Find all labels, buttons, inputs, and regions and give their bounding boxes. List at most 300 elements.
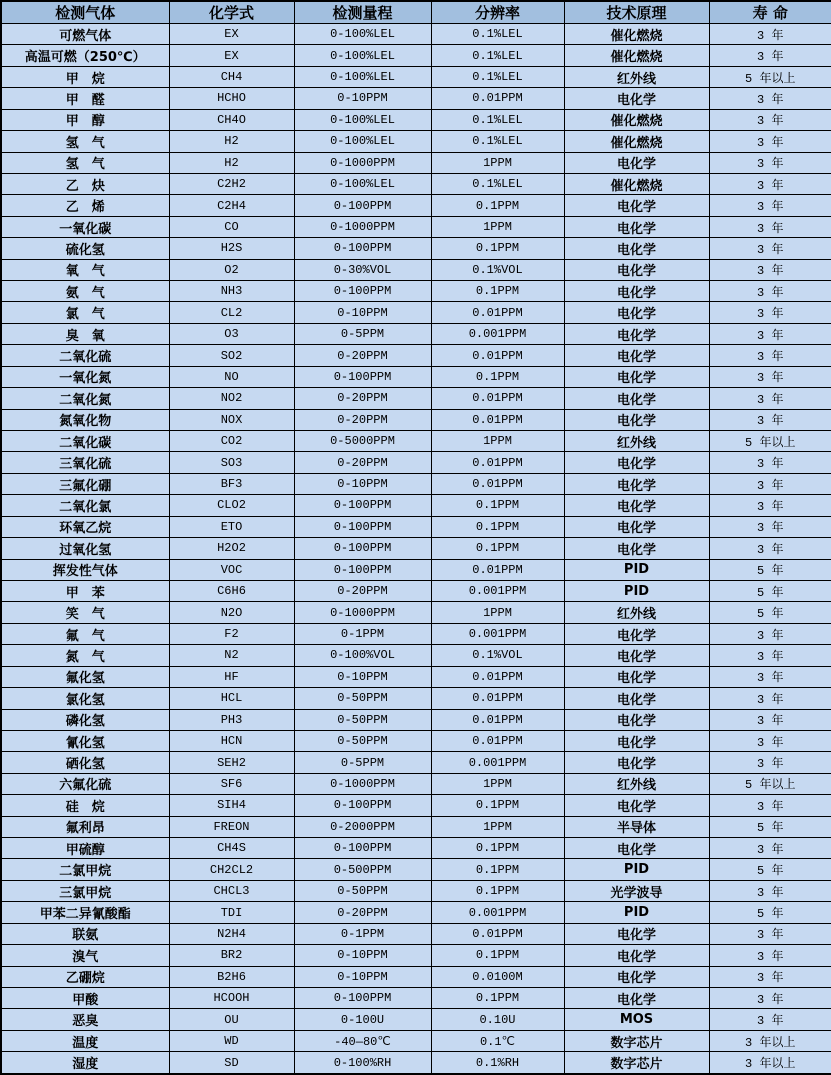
lifespan-cell: 3 年 (709, 666, 831, 687)
formula-cell: ETO (169, 516, 294, 537)
formula-cell: HCN (169, 730, 294, 751)
formula-cell: O3 (169, 323, 294, 344)
lifespan-cell: 3 年以上 (709, 1052, 831, 1074)
resolution-cell: 0.1PPM (431, 838, 564, 859)
lifespan-cell: 3 年 (709, 1009, 831, 1030)
lifespan-cell: 3 年 (709, 838, 831, 859)
table-row (1, 730, 831, 751)
resolution-cell: 1PPM (431, 816, 564, 837)
formula-cell: SF6 (169, 773, 294, 794)
principle-cell: 电化学 (564, 281, 709, 302)
lifespan-cell: 3 年 (709, 473, 831, 494)
principle-cell: 电化学 (564, 409, 709, 430)
formula-cell: N2H4 (169, 923, 294, 944)
gas-name-cell: 二氧化氮 (1, 388, 169, 409)
resolution-cell: 0.01PPM (431, 473, 564, 494)
range-cell: 0-10PPM (294, 966, 431, 987)
resolution-cell: 0.01PPM (431, 666, 564, 687)
table-row (1, 773, 831, 794)
lifespan-cell: 3 年 (709, 966, 831, 987)
resolution-cell: 0.1%VOL (431, 645, 564, 666)
range-cell: 0-50PPM (294, 880, 431, 901)
gas-name-cell: 环氧乙烷 (1, 516, 169, 537)
table-row (1, 131, 831, 152)
principle-cell: 电化学 (564, 345, 709, 366)
resolution-cell: 0.01PPM (431, 409, 564, 430)
range-cell: 0-100%LEL (294, 173, 431, 194)
principle-cell: 红外线 (564, 431, 709, 452)
lifespan-cell: 3 年 (709, 238, 831, 259)
table-row (1, 24, 831, 45)
formula-cell: CO (169, 216, 294, 237)
table-row (1, 431, 831, 452)
formula-cell: CL2 (169, 302, 294, 323)
table-row (1, 580, 831, 601)
resolution-cell: 0.001PPM (431, 752, 564, 773)
table-row (1, 473, 831, 494)
principle-cell: 电化学 (564, 302, 709, 323)
lifespan-cell: 3 年 (709, 730, 831, 751)
lifespan-cell: 3 年 (709, 623, 831, 644)
range-cell: 0-500PPM (294, 859, 431, 880)
table-row (1, 795, 831, 816)
principle-cell: 电化学 (564, 688, 709, 709)
gas-name-cell: 甲 醇 (1, 109, 169, 130)
principle-cell: 催化燃烧 (564, 173, 709, 194)
gas-name-cell: 联氨 (1, 923, 169, 944)
range-cell: 0-100%LEL (294, 131, 431, 152)
formula-cell: HCOOH (169, 987, 294, 1008)
gas-name-cell: 氮 气 (1, 645, 169, 666)
formula-cell: NOX (169, 409, 294, 430)
lifespan-cell: 3 年 (709, 345, 831, 366)
resolution-cell: 0.1PPM (431, 945, 564, 966)
resolution-cell: 0.1%LEL (431, 173, 564, 194)
table-header (1, 1, 831, 24)
resolution-cell: 0.001PPM (431, 623, 564, 644)
lifespan-cell: 3 年 (709, 688, 831, 709)
table-row (1, 816, 831, 837)
table-row (1, 923, 831, 944)
formula-cell: SEH2 (169, 752, 294, 773)
range-cell: 0-100PPM (294, 838, 431, 859)
gas-name-cell: 磷化氢 (1, 709, 169, 730)
formula-cell: NO (169, 366, 294, 387)
gas-name-cell: 三氯甲烷 (1, 880, 169, 901)
range-cell: 0-10PPM (294, 88, 431, 109)
lifespan-cell: 5 年 (709, 580, 831, 601)
range-cell: 0-20PPM (294, 345, 431, 366)
principle-cell: 电化学 (564, 516, 709, 537)
resolution-cell: 0.01PPM (431, 730, 564, 751)
gas-name-cell: 可燃气体 (1, 24, 169, 45)
gas-name-cell: 硫化氢 (1, 238, 169, 259)
table-row (1, 88, 831, 109)
lifespan-cell: 3 年 (709, 88, 831, 109)
gas-name-cell: 氟化氢 (1, 666, 169, 687)
formula-cell: CH2CL2 (169, 859, 294, 880)
principle-cell: 电化学 (564, 795, 709, 816)
range-cell: 0-20PPM (294, 580, 431, 601)
formula-cell: H2S (169, 238, 294, 259)
principle-cell: 红外线 (564, 773, 709, 794)
resolution-cell: 0.1PPM (431, 859, 564, 880)
table-row (1, 45, 831, 66)
table-row (1, 195, 831, 216)
range-cell: 0-100PPM (294, 538, 431, 559)
formula-cell: SO3 (169, 452, 294, 473)
principle-cell: 电化学 (564, 152, 709, 173)
lifespan-cell: 3 年 (709, 152, 831, 173)
range-cell: 0-1000PPM (294, 773, 431, 794)
range-cell: 0-100PPM (294, 238, 431, 259)
formula-cell: C2H4 (169, 195, 294, 216)
principle-cell: 电化学 (564, 838, 709, 859)
resolution-cell: 0.1PPM (431, 195, 564, 216)
lifespan-cell: 3 年 (709, 409, 831, 430)
table-row (1, 152, 831, 173)
range-cell: 0-10PPM (294, 473, 431, 494)
table-row (1, 987, 831, 1008)
lifespan-cell: 3 年 (709, 24, 831, 45)
formula-cell: BR2 (169, 945, 294, 966)
formula-cell: SD (169, 1052, 294, 1074)
resolution-cell: 0.001PPM (431, 323, 564, 344)
principle-cell: 电化学 (564, 538, 709, 559)
table-row (1, 859, 831, 880)
table-row (1, 1030, 831, 1051)
resolution-cell: 0.001PPM (431, 902, 564, 923)
table-row (1, 538, 831, 559)
resolution-cell: 0.01PPM (431, 345, 564, 366)
lifespan-cell: 3 年 (709, 195, 831, 216)
lifespan-cell: 3 年以上 (709, 1030, 831, 1051)
resolution-cell: 0.1PPM (431, 880, 564, 901)
principle-cell: 电化学 (564, 388, 709, 409)
gas-name-cell: 挥发性气体 (1, 559, 169, 580)
header-resolution: 分辨率 (431, 1, 564, 24)
formula-cell: HCL (169, 688, 294, 709)
table-row (1, 709, 831, 730)
principle-cell: 数字芯片 (564, 1030, 709, 1051)
formula-cell: H2O2 (169, 538, 294, 559)
header-row (1, 1, 831, 24)
principle-cell: PID (564, 859, 709, 880)
gas-name-cell: 三氟化硼 (1, 473, 169, 494)
gas-table-body (1, 24, 831, 1075)
formula-cell: C6H6 (169, 580, 294, 601)
range-cell: 0-1PPM (294, 623, 431, 644)
formula-cell: SIH4 (169, 795, 294, 816)
table-row (1, 666, 831, 687)
principle-cell: 电化学 (564, 259, 709, 280)
gas-name-cell: 氢 气 (1, 131, 169, 152)
formula-cell: N2 (169, 645, 294, 666)
principle-cell: 电化学 (564, 923, 709, 944)
range-cell: 0-100PPM (294, 559, 431, 580)
range-cell: 0-10PPM (294, 945, 431, 966)
table-row (1, 323, 831, 344)
range-cell: -40—80℃ (294, 1030, 431, 1051)
gas-name-cell: 乙 炔 (1, 173, 169, 194)
header-lifespan: 寿 命 (709, 1, 831, 24)
principle-cell: 电化学 (564, 709, 709, 730)
header-detection-range: 检测量程 (294, 1, 431, 24)
lifespan-cell: 3 年 (709, 452, 831, 473)
gas-name-cell: 一氧化碳 (1, 216, 169, 237)
gas-name-cell: 甲苯二异氰酸酯 (1, 902, 169, 923)
gas-name-cell: 硅 烷 (1, 795, 169, 816)
lifespan-cell: 3 年 (709, 495, 831, 516)
formula-cell: PH3 (169, 709, 294, 730)
lifespan-cell: 3 年 (709, 323, 831, 344)
gas-name-cell: 甲 烷 (1, 66, 169, 87)
range-cell: 0-100PPM (294, 366, 431, 387)
table-row (1, 238, 831, 259)
principle-cell: 电化学 (564, 730, 709, 751)
gas-name-cell: 氮氧化物 (1, 409, 169, 430)
table-row (1, 495, 831, 516)
formula-cell: CHCL3 (169, 880, 294, 901)
gas-name-cell: 笑 气 (1, 602, 169, 623)
resolution-cell: 0.1PPM (431, 495, 564, 516)
principle-cell: 半导体 (564, 816, 709, 837)
gas-name-cell: 湿度 (1, 1052, 169, 1074)
table-row (1, 302, 831, 323)
formula-cell: VOC (169, 559, 294, 580)
table-row (1, 109, 831, 130)
principle-cell: 数字芯片 (564, 1052, 709, 1074)
range-cell: 0-100%LEL (294, 45, 431, 66)
header-chemical-formula: 化学式 (169, 1, 294, 24)
gas-name-cell: 三氧化硫 (1, 452, 169, 473)
range-cell: 0-100PPM (294, 987, 431, 1008)
gas-name-cell: 甲 苯 (1, 580, 169, 601)
table-row (1, 602, 831, 623)
lifespan-cell: 3 年 (709, 880, 831, 901)
resolution-cell: 0.1PPM (431, 987, 564, 1008)
principle-cell: 红外线 (564, 602, 709, 623)
range-cell: 0-10PPM (294, 302, 431, 323)
principle-cell: 催化燃烧 (564, 109, 709, 130)
resolution-cell: 1PPM (431, 773, 564, 794)
resolution-cell: 0.1%LEL (431, 24, 564, 45)
formula-cell: FREON (169, 816, 294, 837)
formula-cell: H2 (169, 152, 294, 173)
lifespan-cell: 3 年 (709, 987, 831, 1008)
principle-cell: 电化学 (564, 966, 709, 987)
resolution-cell: 0.01PPM (431, 452, 564, 473)
gas-name-cell: 氨 气 (1, 281, 169, 302)
formula-cell: BF3 (169, 473, 294, 494)
lifespan-cell: 3 年 (709, 923, 831, 944)
lifespan-cell: 3 年 (709, 538, 831, 559)
range-cell: 0-100PPM (294, 516, 431, 537)
table-row (1, 752, 831, 773)
lifespan-cell: 3 年 (709, 645, 831, 666)
gas-name-cell: 二氧化碳 (1, 431, 169, 452)
resolution-cell: 0.1%LEL (431, 45, 564, 66)
gas-name-cell: 氢 气 (1, 152, 169, 173)
lifespan-cell: 3 年 (709, 302, 831, 323)
formula-cell: B2H6 (169, 966, 294, 987)
resolution-cell: 0.01PPM (431, 688, 564, 709)
lifespan-cell: 5 年以上 (709, 773, 831, 794)
principle-cell: 电化学 (564, 366, 709, 387)
gas-name-cell: 一氧化氮 (1, 366, 169, 387)
table-row (1, 645, 831, 666)
gas-name-cell: 硒化氢 (1, 752, 169, 773)
gas-name-cell: 恶臭 (1, 1009, 169, 1030)
range-cell: 0-20PPM (294, 902, 431, 923)
lifespan-cell: 5 年 (709, 816, 831, 837)
range-cell: 0-50PPM (294, 730, 431, 751)
resolution-cell: 0.01PPM (431, 709, 564, 730)
formula-cell: CO2 (169, 431, 294, 452)
lifespan-cell: 5 年以上 (709, 431, 831, 452)
table-row (1, 409, 831, 430)
gas-name-cell: 氯化氢 (1, 688, 169, 709)
gas-name-cell: 二氧化硫 (1, 345, 169, 366)
range-cell: 0-2000PPM (294, 816, 431, 837)
formula-cell: F2 (169, 623, 294, 644)
resolution-cell: 1PPM (431, 602, 564, 623)
range-cell: 0-1000PPM (294, 152, 431, 173)
range-cell: 0-20PPM (294, 409, 431, 430)
resolution-cell: 0.10U (431, 1009, 564, 1030)
principle-cell: 红外线 (564, 66, 709, 87)
table-row (1, 281, 831, 302)
principle-cell: PID (564, 559, 709, 580)
gas-name-cell: 甲酸 (1, 987, 169, 1008)
range-cell: 0-20PPM (294, 388, 431, 409)
principle-cell: PID (564, 902, 709, 923)
lifespan-cell: 3 年 (709, 945, 831, 966)
principle-cell: 电化学 (564, 216, 709, 237)
lifespan-cell: 3 年 (709, 259, 831, 280)
table-row (1, 838, 831, 859)
principle-cell: 电化学 (564, 238, 709, 259)
formula-cell: OU (169, 1009, 294, 1030)
principle-cell: 电化学 (564, 623, 709, 644)
gas-name-cell: 温度 (1, 1030, 169, 1051)
range-cell: 0-100%LEL (294, 24, 431, 45)
range-cell: 0-5PPM (294, 752, 431, 773)
lifespan-cell: 3 年 (709, 281, 831, 302)
table-row (1, 688, 831, 709)
resolution-cell: 0.1%VOL (431, 259, 564, 280)
gas-name-cell: 臭 氧 (1, 323, 169, 344)
resolution-cell: 0.1%LEL (431, 109, 564, 130)
range-cell: 0-1PPM (294, 923, 431, 944)
table-row (1, 366, 831, 387)
lifespan-cell: 3 年 (709, 131, 831, 152)
principle-cell: 电化学 (564, 452, 709, 473)
gas-name-cell: 氟利昂 (1, 816, 169, 837)
range-cell: 0-1000PPM (294, 216, 431, 237)
principle-cell: 电化学 (564, 495, 709, 516)
principle-cell: 电化学 (564, 473, 709, 494)
principle-cell: 电化学 (564, 323, 709, 344)
principle-cell: 催化燃烧 (564, 131, 709, 152)
formula-cell: HF (169, 666, 294, 687)
principle-cell: 电化学 (564, 645, 709, 666)
resolution-cell: 1PPM (431, 216, 564, 237)
formula-cell: SO2 (169, 345, 294, 366)
table-row (1, 216, 831, 237)
resolution-cell: 1PPM (431, 431, 564, 452)
lifespan-cell: 5 年 (709, 602, 831, 623)
table-row (1, 880, 831, 901)
lifespan-cell: 3 年 (709, 388, 831, 409)
gas-name-cell: 乙硼烷 (1, 966, 169, 987)
table-row (1, 1009, 831, 1030)
table-row (1, 623, 831, 644)
formula-cell: CH4S (169, 838, 294, 859)
range-cell: 0-100%LEL (294, 109, 431, 130)
table-row (1, 966, 831, 987)
table-row (1, 516, 831, 537)
resolution-cell: 0.1PPM (431, 366, 564, 387)
formula-cell: O2 (169, 259, 294, 280)
table-row (1, 345, 831, 366)
resolution-cell: 0.01PPM (431, 559, 564, 580)
table-row (1, 1052, 831, 1074)
range-cell: 0-5PPM (294, 323, 431, 344)
table-row (1, 902, 831, 923)
resolution-cell: 0.01PPM (431, 923, 564, 944)
lifespan-cell: 3 年 (709, 752, 831, 773)
resolution-cell: 0.1%LEL (431, 66, 564, 87)
formula-cell: EX (169, 45, 294, 66)
resolution-cell: 0.1PPM (431, 538, 564, 559)
header-technology: 技术原理 (564, 1, 709, 24)
range-cell: 0-100PPM (294, 195, 431, 216)
principle-cell: 电化学 (564, 666, 709, 687)
resolution-cell: 0.1℃ (431, 1030, 564, 1051)
resolution-cell: 0.1PPM (431, 795, 564, 816)
resolution-cell: 0.0100M (431, 966, 564, 987)
principle-cell: 电化学 (564, 945, 709, 966)
principle-cell: MOS (564, 1009, 709, 1030)
header-gas-name: 检测气体 (1, 1, 169, 24)
range-cell: 0-1000PPM (294, 602, 431, 623)
formula-cell: HCHO (169, 88, 294, 109)
lifespan-cell: 5 年 (709, 559, 831, 580)
formula-cell: WD (169, 1030, 294, 1051)
range-cell: 0-20PPM (294, 452, 431, 473)
range-cell: 0-50PPM (294, 709, 431, 730)
table-row (1, 559, 831, 580)
lifespan-cell: 3 年 (709, 216, 831, 237)
gas-name-cell: 氟 气 (1, 623, 169, 644)
range-cell: 0-100%RH (294, 1052, 431, 1074)
gas-name-cell: 二氯甲烷 (1, 859, 169, 880)
principle-cell: 电化学 (564, 195, 709, 216)
resolution-cell: 0.1%RH (431, 1052, 564, 1074)
principle-cell: 电化学 (564, 987, 709, 1008)
formula-cell: N2O (169, 602, 294, 623)
table-row (1, 388, 831, 409)
gas-name-cell: 氰化氢 (1, 730, 169, 751)
resolution-cell: 0.1PPM (431, 516, 564, 537)
range-cell: 0-100PPM (294, 795, 431, 816)
lifespan-cell: 3 年 (709, 366, 831, 387)
table-row (1, 945, 831, 966)
range-cell: 0-100U (294, 1009, 431, 1030)
gas-name-cell: 氧 气 (1, 259, 169, 280)
lifespan-cell: 3 年 (709, 795, 831, 816)
